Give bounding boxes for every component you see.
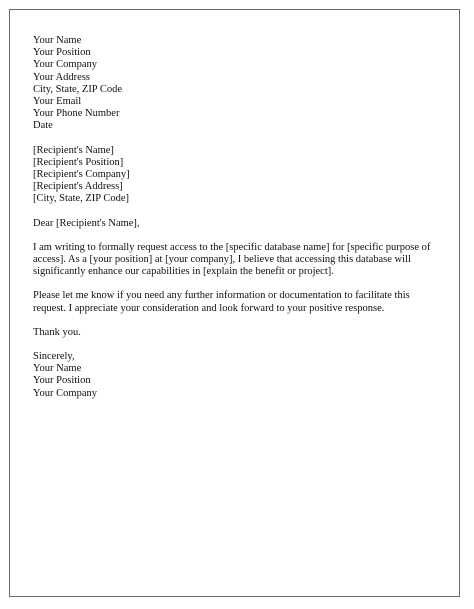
recipient-position: [Recipient's Position] xyxy=(33,156,124,168)
sender-phone: Your Phone Number xyxy=(33,108,120,120)
sender-address: Your Address xyxy=(33,71,90,83)
sender-company: Your Company xyxy=(33,59,97,71)
sender-name: Your Name xyxy=(33,35,82,46)
closing-name: Your Name xyxy=(33,363,82,375)
sender-email: Your Email xyxy=(33,96,82,108)
recipient-company: [Recipient's Company] xyxy=(33,169,130,181)
letter-body xyxy=(33,35,433,412)
salutation: Dear [Recipient's Name], xyxy=(33,217,140,229)
recipient-name: [Recipient's Name] xyxy=(33,144,114,156)
sender-block xyxy=(33,35,433,133)
closing-position: Your Position xyxy=(33,375,91,387)
sign-off: Sincerely, xyxy=(33,351,75,363)
body-paragraph-2: Please let me know if you need any further information or documentation to facilitate this request. I appreciate your consideration and look forward to your positive response. xyxy=(33,290,410,314)
letter-date: Date xyxy=(33,120,53,132)
thank-you-line: Thank you. xyxy=(33,326,81,338)
sender-city-state-zip: City, State, ZIP Code xyxy=(33,83,123,95)
closing-block xyxy=(33,351,433,400)
body-paragraph-1: I am writing to formally request access to the [specific database name] for [specific purpose of access]. As a [your position] at [your company], I believe that accessing this database will significantly enhance our capabilities in [explain the benefit or project]. xyxy=(33,241,431,278)
sender-position: Your Position xyxy=(33,47,91,59)
recipient-address: [Recipient's Address] xyxy=(33,181,123,193)
recipient-city-state-zip: [City, State, ZIP Code] xyxy=(33,193,130,205)
letter-page xyxy=(9,9,460,597)
recipient-block xyxy=(33,145,433,206)
closing-company: Your Company xyxy=(33,387,97,399)
